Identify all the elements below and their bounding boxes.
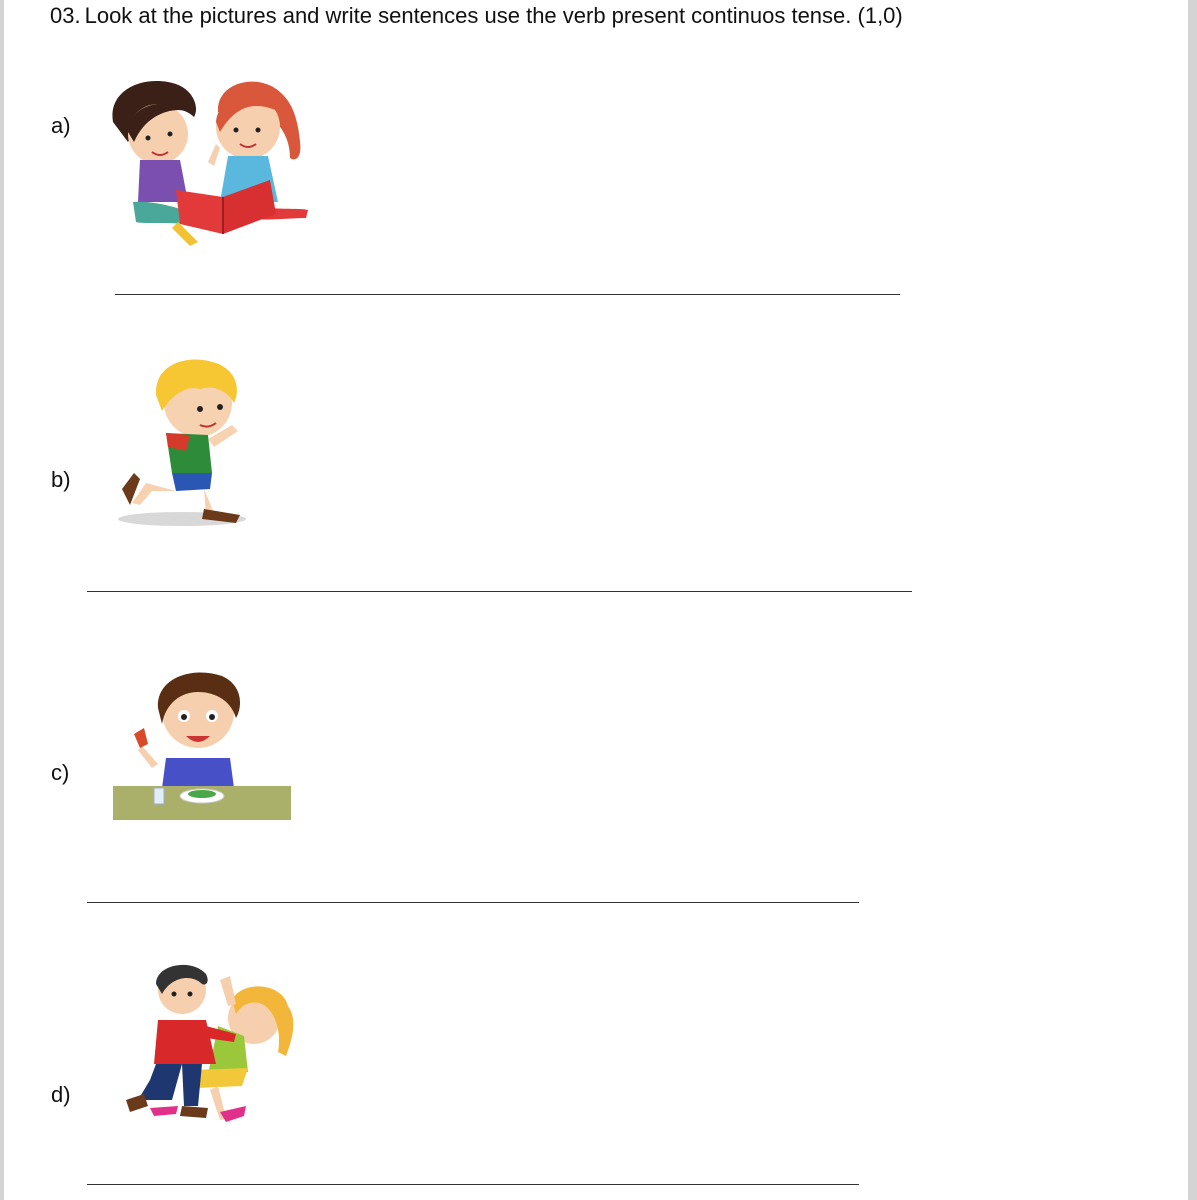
item-label-c: c): [51, 760, 70, 785]
exercise-instruction: Look at the pictures and write sentences use the verb present continuos tense. (1,0): [84, 3, 903, 28]
item-label-d: d): [51, 1082, 71, 1107]
answer-line-b[interactable]: [87, 591, 912, 592]
two-children-reading-book-illustration: [108, 72, 313, 247]
answer-line-d[interactable]: [87, 1184, 859, 1185]
exercise-number: 03.: [50, 3, 81, 28]
exercise-heading: [50, 3, 903, 29]
page-edge-left: [0, 0, 4, 1200]
item-label-b: b): [51, 467, 71, 492]
boy-and-girl-dancing-illustration: [122, 960, 297, 1130]
page-edge-right: [1188, 0, 1197, 1200]
boy-eating-at-table-illustration: [112, 668, 292, 822]
answer-line-a[interactable]: [115, 294, 900, 295]
boy-running-illustration: [116, 355, 248, 531]
item-label-a: a): [51, 113, 71, 138]
answer-line-c[interactable]: [87, 902, 859, 903]
